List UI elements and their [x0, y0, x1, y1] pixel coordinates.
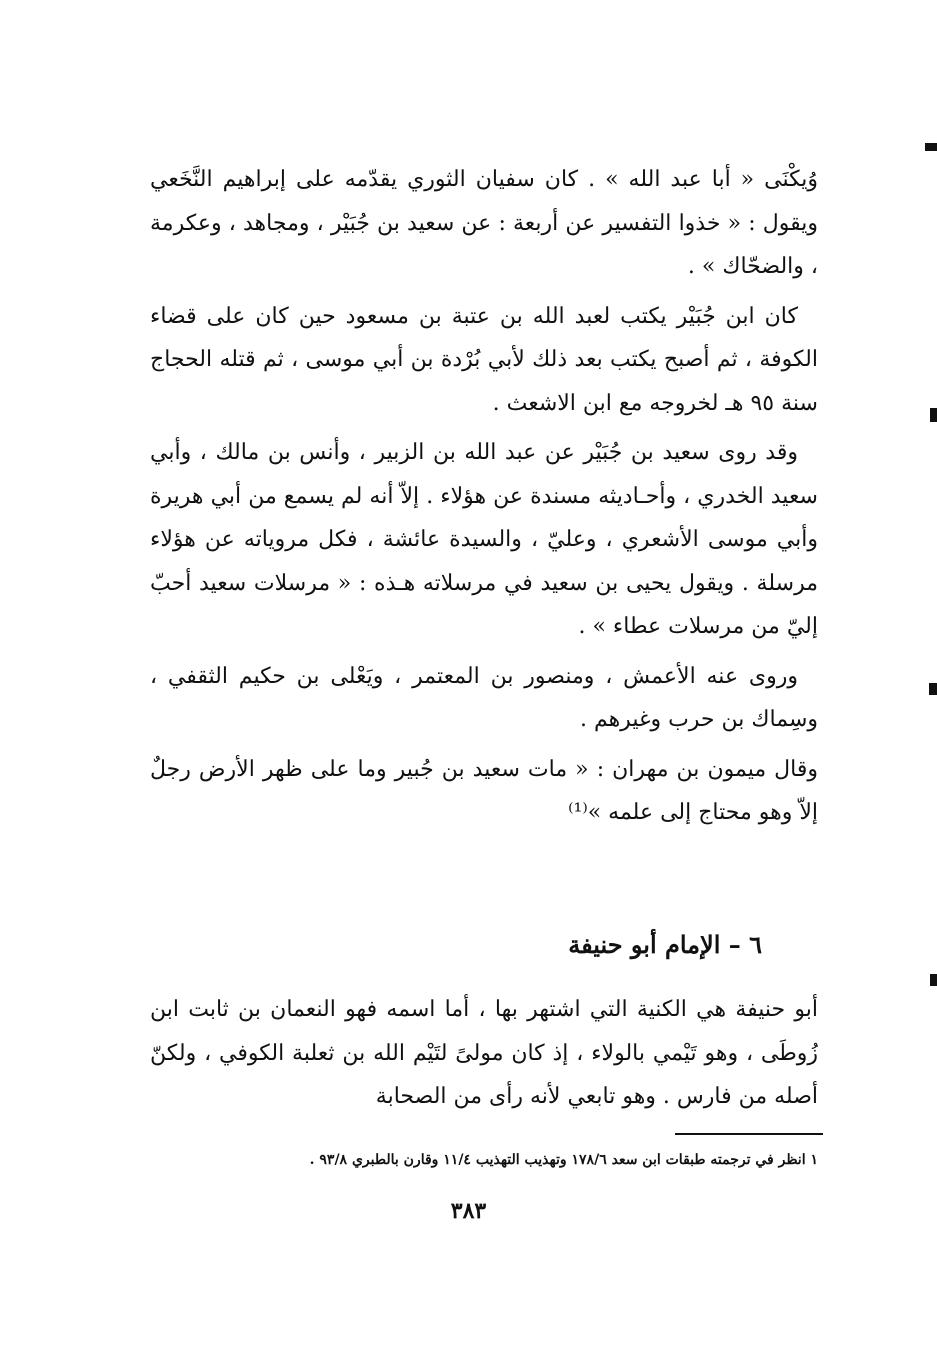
scan-edge-mark — [929, 683, 937, 695]
paragraph-kunya: وُيكْنَى « أبا عبد الله » . كان سفيان الثوري يقدّمه على إبراهيم النَّخَعي ويقول : « خذوا التفسير عن أربعة : عن سعيد بن جُبَيْر ، ومجاهد ، وعكرمة ، والضحّاك » . — [150, 167, 818, 279]
footnote: ١ انظر في ترجمته طبقات ابن سعد ١٧٨/٦ وتهذيب التهذيب ١١/٤ وقارن بالطبري ٩٣/٨ . — [309, 1152, 818, 1168]
page-number: ٣٨٣ — [450, 1198, 487, 1224]
paragraph-narrations: وقد روى سعيد بن جُبَيْر عن عبد الله بن الزبير ، وأنس بن مالك ، وأبي سعيد الخدري ، وأحـاديثه مسندة عن هؤلاء . إلاّ أنه لم يسمع من أبي هريرة وأبي موسى الأشعري ، وعليّ ، والسيدة عائشة ، فكل مروياته عن هؤلاء مرسلة . ويقول يحيى بن سعيد في مرسلاته هـذه : « مرسلات سعيد أحبّ إليّ من مرسلات عطاء » . — [150, 440, 818, 639]
section-heading: ٦ – الإمام أبو حنيفة — [568, 930, 762, 959]
paragraph-students: وروى عنه الأعمش ، ومنصور بن المعتمر ، ويَعْلى بن حكيم الثقفي ، وسِماك بن حرب وغيرهم . — [150, 663, 818, 732]
footnote-divider — [675, 1133, 823, 1135]
paragraph-quote: وقال ميمون بن مهران : « مات سعيد بن جُبير وما على ظهر الأرض رجلٌ إلاّ وهو محتاج إلى علمه »⁽¹⁾ — [150, 756, 818, 825]
paragraph-abu-hanifa: أبو حنيفة هي الكنية التي اشتهر بها ، أما اسمه فهو النعمان بن ثابت ابن زُوطَى ، وهو تَيْمي بالولاء ، إذ كان مولىً لتَيْم الله بن ثعلبة الكوفي ، ولكنّ أصله من فارس . وهو تابعي لأنه رأى من الصحابة — [150, 997, 818, 1109]
main-text — [150, 158, 818, 841]
scan-edge-mark — [930, 408, 937, 422]
paragraph-career: كان ابن جُبَيْر يكتب لعبد الله بن عتبة بن مسعود حين كان على قضاء الكوفة ، ثم أصبح يكتب بعد ذلك لأبي بُرْدة بن أبي موسى ، ثم قتله الحجاج سنة ٩٥ هـ لخروجه مع ابن الاشعث . — [150, 303, 818, 416]
section-text — [150, 988, 818, 1119]
scan-edge-mark — [930, 974, 937, 986]
scan-edge-mark — [925, 143, 937, 151]
